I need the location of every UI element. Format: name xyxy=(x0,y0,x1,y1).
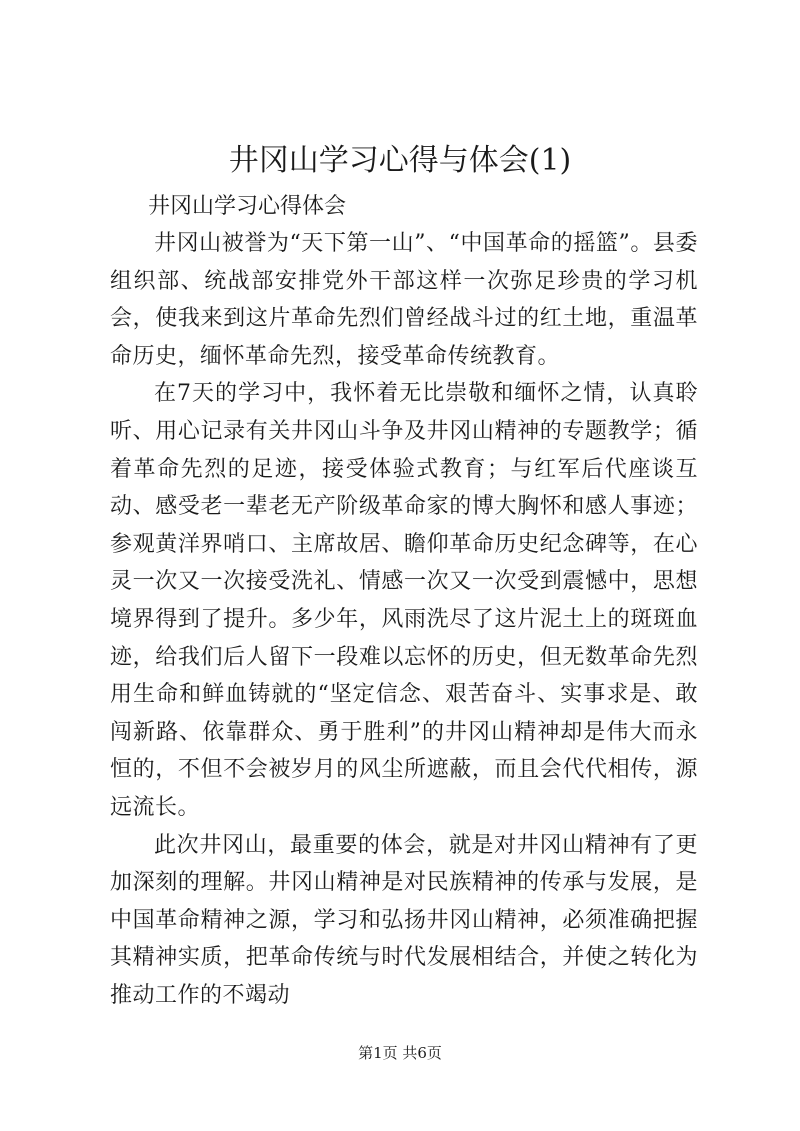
page-footer: 第1页 共6页 xyxy=(358,1044,442,1062)
document-body xyxy=(110,225,698,1014)
document-subtitle: 井冈山学习心得体会 xyxy=(148,194,347,219)
paragraph-1: 井冈山被誉为“天下第一山”、“中国革命的摇篮”。县委组织部、统战部安排党外干部这样一次弥足珍贵的学习机会，使我来到这片革命先烈们曾经战斗过的红土地，重温革命历史，缅怀革命先烈，接受革命传统教育。 xyxy=(110,231,698,369)
paragraph-3: 此次井冈山，最重要的体会，就是对井冈山精神有了更加深刻的理解。井冈山精神是对民族精神的传承与发展，是中国革命精神之源，学习和弘扬井冈山精神，必须准确把握其精神实质，把革命传统与时代发展相结合，并使之转化为推动工作的不竭动 xyxy=(110,832,698,1008)
paragraph-2: 在7天的学习中，我怀着无比崇敬和缅怀之情，认真聆听、用心记录有关井冈山斗争及井冈山精神的专题教学；循着革命先烈的足迹，接受体验式教育；与红军后代座谈互动、感受老一辈老无产阶级革命家的博大胸怀和感人事迹；参观黄洋界哨口、主席故居、瞻仰革命历史纪念碑等，在心灵一次又一次接受洗礼、情感一次又一次受到震憾中，思想境界得到了提升。多少年，风雨洗尽了这片泥土上的斑斑血迹，给我们后人留下一段难以忘怀的历史，但无数革命先烈用生命和鲜血铸就的“坚定信念、艰苦奋斗、实事求是、敢闯新路、依靠群众、勇于胜利”的井冈山精神却是伟大而永恒的，不但不会被岁月的风尘所遮蔽，而且会代代相传，源远流长。 xyxy=(110,381,698,820)
page-title: 井冈山学习心得与体会(1) xyxy=(228,143,572,178)
